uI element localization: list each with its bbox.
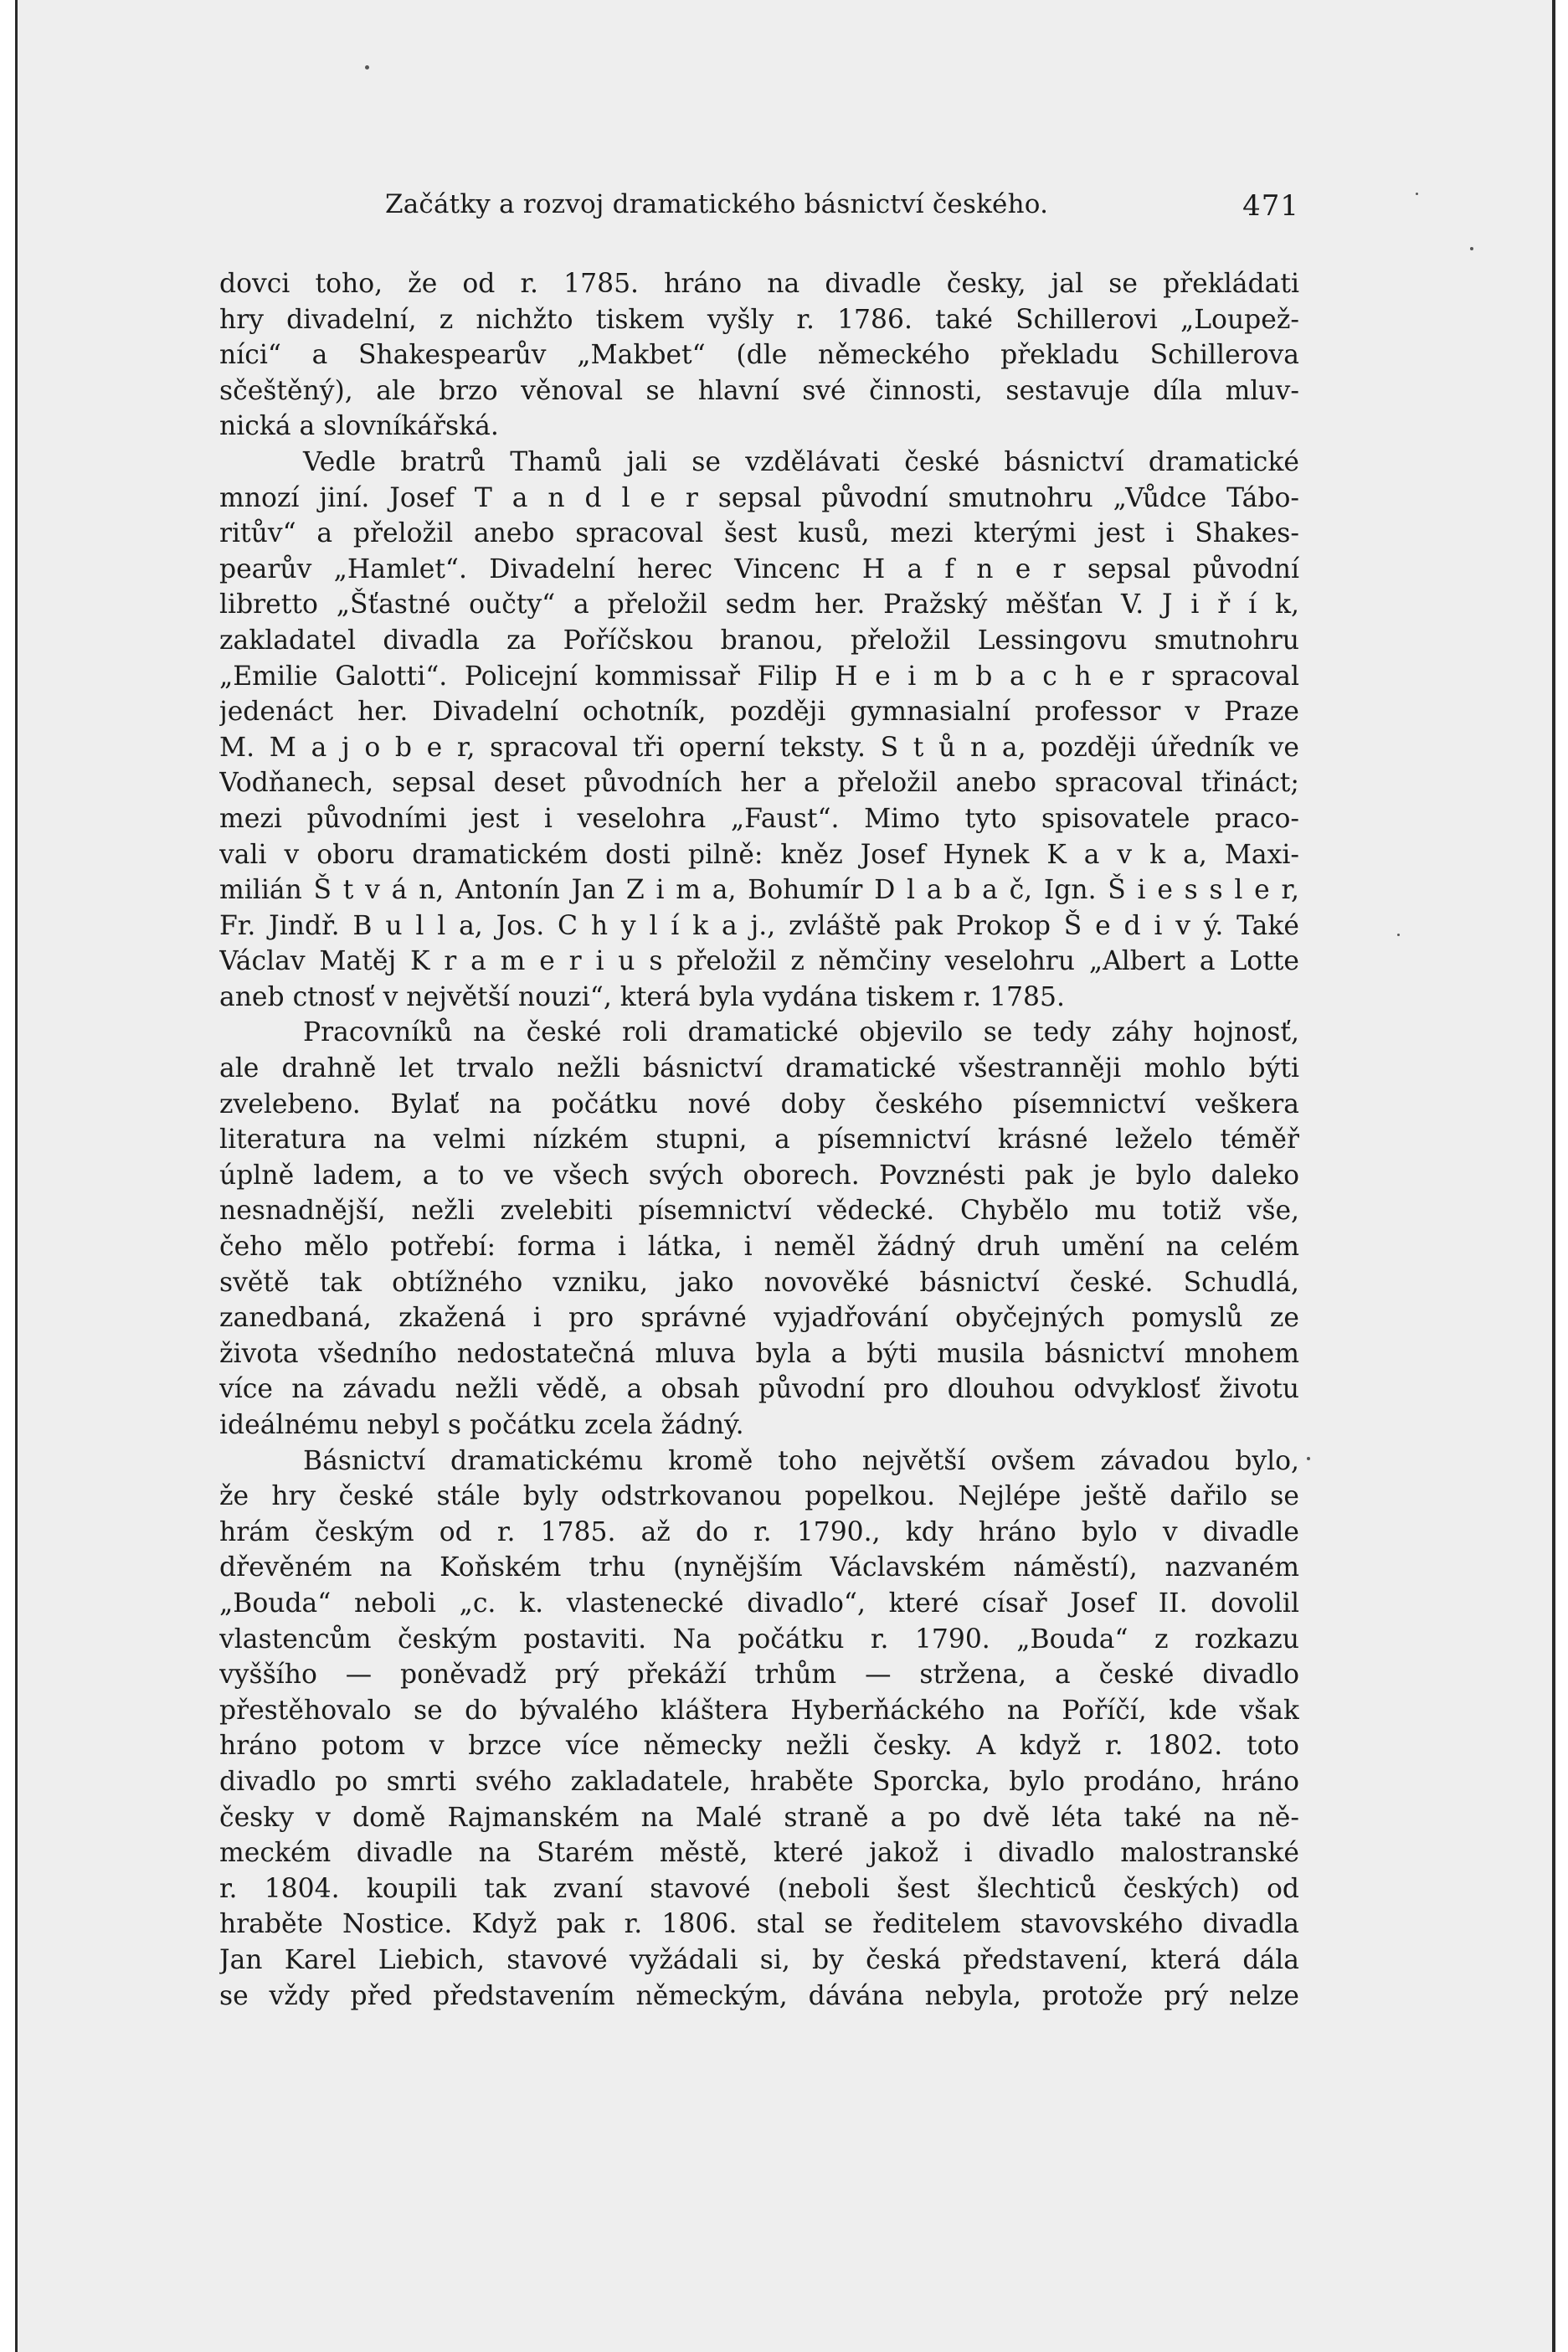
page-number: 471 — [1242, 189, 1299, 223]
text-line: M. M a j o b e r, spracoval tři operní teksty. S t ů n a, později úředník ve — [219, 732, 1299, 763]
text-line: ale drahně let trvalo nežli básnictví dramatické všestranněji mohlo býti — [219, 1053, 1299, 1084]
text-line: Vedle bratrů Thamů jali se vzdělávati české básnictví dramatické — [303, 446, 1299, 477]
text-line: aneb ctnosť v největší nouzi“, která byla vydána tiskem r. 1785. — [219, 981, 1065, 1012]
text-line: „Emilie Galotti“. Policejní kommissař Filip H e i m b a c h e r spracoval — [219, 661, 1299, 692]
text-line: dřevěném na Koňském trhu (nynějším Václavském náměstí), nazvaném — [219, 1552, 1299, 1583]
text-line: přestěhovalo se do bývalého kláštera Hyberňáckého na Poříčí, kde však — [219, 1695, 1299, 1726]
text-line: sčeštěný), ale brzo věnoval se hlavní své činnosti, sestavuje díla mluv- — [219, 375, 1299, 406]
paper-speck — [1470, 247, 1473, 250]
text-line: vyššího — poněvadž prý překáží trhům — stržena, a české divadlo — [219, 1660, 1299, 1691]
text-line: Pracovníků na české roli dramatické objevilo se tedy záhy hojnosť, — [303, 1017, 1299, 1048]
text-line: nická a slovníkářská. — [219, 411, 499, 442]
paper-speck — [1416, 193, 1418, 195]
body-text — [219, 266, 1299, 2014]
running-title: Začátky a rozvoj dramatického básnictví českého. — [385, 189, 1049, 219]
text-line: jedenáct her. Divadelní ochotník, později gymnasialní professor v Praze — [219, 697, 1299, 728]
text-line: života všedního nedostatečná mluva byla a býti musila básnictví mnohem — [219, 1338, 1299, 1369]
text-line: „Bouda“ neboli „c. k. vlastenecké divadlo“, které císař Josef II. dovolil — [219, 1588, 1299, 1619]
text-line: mnozí jiní. Josef T a n d l e r sepsal původní smutnohru „Vůdce Tábo- — [219, 482, 1299, 513]
text-line: níci“ a Shakespearův „Makbet“ (dle německého překladu Schillerova — [219, 340, 1299, 371]
text-line: pearův „Hamlet“. Divadelní herec Vincenc H a f n e r sepsal původní — [219, 553, 1299, 584]
text-line: hráno potom v brzce více německy nežli česky. A když r. 1802. toto — [219, 1731, 1299, 1762]
text-line: Vodňanech, sepsal deset původních her a přeložil anebo spracoval třináct; — [219, 768, 1299, 799]
text-line: Václav Matěj K r a m e r i u s přeložil z němčiny veselohru „Albert a Lotte — [219, 946, 1299, 977]
text-line: literatura na velmi nízkém stupni, a písemnictví krásné leželo téměř — [219, 1125, 1299, 1155]
paper-speck — [1397, 934, 1400, 936]
text-line: česky v domě Rajmanském na Malé straně a po dvě léta také na ně- — [219, 1802, 1299, 1833]
text-line: zvelebeno. Bylať na počátku nové doby českého písemnictví veškera — [219, 1089, 1299, 1119]
text-line: ideálnému nebyl s počátku zcela žádný. — [219, 1410, 744, 1440]
text-line: nesnadnější, nežli zvelebiti písemnictví vědecké. Chybělo mu totiž vše, — [219, 1196, 1299, 1227]
text-line: hrám českým od r. 1785. až do r. 1790., kdy hráno bylo v divadle — [219, 1516, 1299, 1547]
text-line: meckém divadle na Starém městě, které jakož i divadlo malostranské — [219, 1838, 1299, 1869]
text-line: čeho mělo potřebí: forma i látka, i neměl žádný druh umění na celém — [219, 1232, 1299, 1263]
text-line: libretto „Šťastné oučty“ a přeložil sedm her. Pražský měšťan V. J i ř í k, — [219, 589, 1299, 620]
text-line: ritův“ a přeložil anebo spracoval šest kusů, mezi kterými jest i Shakes- — [219, 518, 1299, 549]
page-header — [219, 186, 1299, 236]
text-line: vali v oboru dramatickém dosti pilně: kněz Josef Hynek K a v k a, Maxi- — [219, 839, 1299, 870]
text-line: zakladatel divadla za Poříčskou branou, přeložil Lessingovu smutnohru — [219, 625, 1299, 656]
text-line: se vždy před představením německým, dávána nebyla, protože prý nelze — [219, 1980, 1299, 2011]
text-line: Fr. Jindř. B u l l a, Jos. C h y l í k a j., zvláště pak Prokop Š e d i v ý. Také — [219, 910, 1299, 941]
paper-speck — [365, 65, 369, 69]
text-line: že hry české stále byly odstrkovanou popelkou. Nejlépe ještě dařilo se — [219, 1481, 1299, 1512]
text-line: milián Š t v á n, Antonín Jan Z i m a, Bohumír D l a b a č, Ign. Š i e s s l e r, — [219, 875, 1299, 906]
text-line: hraběte Nostice. Když pak r. 1806. stal se ředitelem stavovského divadla — [219, 1909, 1299, 1940]
text-line: divadlo po smrti svého zakladatele, hraběte Sporcka, bylo prodáno, hráno — [219, 1766, 1299, 1797]
text-line: dovci toho, že od r. 1785. hráno na divadle česky, jal se překládati — [219, 269, 1299, 299]
text-line: mezi původními jest i veselohra „Faust“. Mimo tyto spisovatele praco- — [219, 803, 1299, 834]
text-line: Jan Karel Liebich, stavové vyžádali si, by česká představení, která dála — [219, 1944, 1299, 1975]
paper-speck — [1307, 1457, 1310, 1460]
text-line: vlastencům českým postaviti. Na počátku r. 1790. „Bouda“ z rozkazu — [219, 1624, 1299, 1655]
text-line: světě tak obtížného vzniku, jako novověké básnictví české. Schudlá, — [219, 1267, 1299, 1298]
text-line: zanedbaná, zkažená i pro správné vyjadřování obyčejných pomyslů ze — [219, 1303, 1299, 1334]
text-line: úplně ladem, a to ve všech svých oborech. Povznésti pak je bylo daleko — [219, 1160, 1299, 1191]
text-line: více na závadu nežli vědě, a obsah původní pro dlouhou odvyklosť životu — [219, 1374, 1299, 1405]
text-line: Básnictví dramatickému kromě toho největší ovšem závadou bylo, — [303, 1445, 1299, 1476]
text-line: r. 1804. koupili tak zvaní stavové (neboli šest šlechticů českých) od — [219, 1873, 1299, 1904]
text-line: hry divadelní, z nichžto tiskem vyšly r. 1786. také Schillerovi „Loupež- — [219, 304, 1299, 335]
